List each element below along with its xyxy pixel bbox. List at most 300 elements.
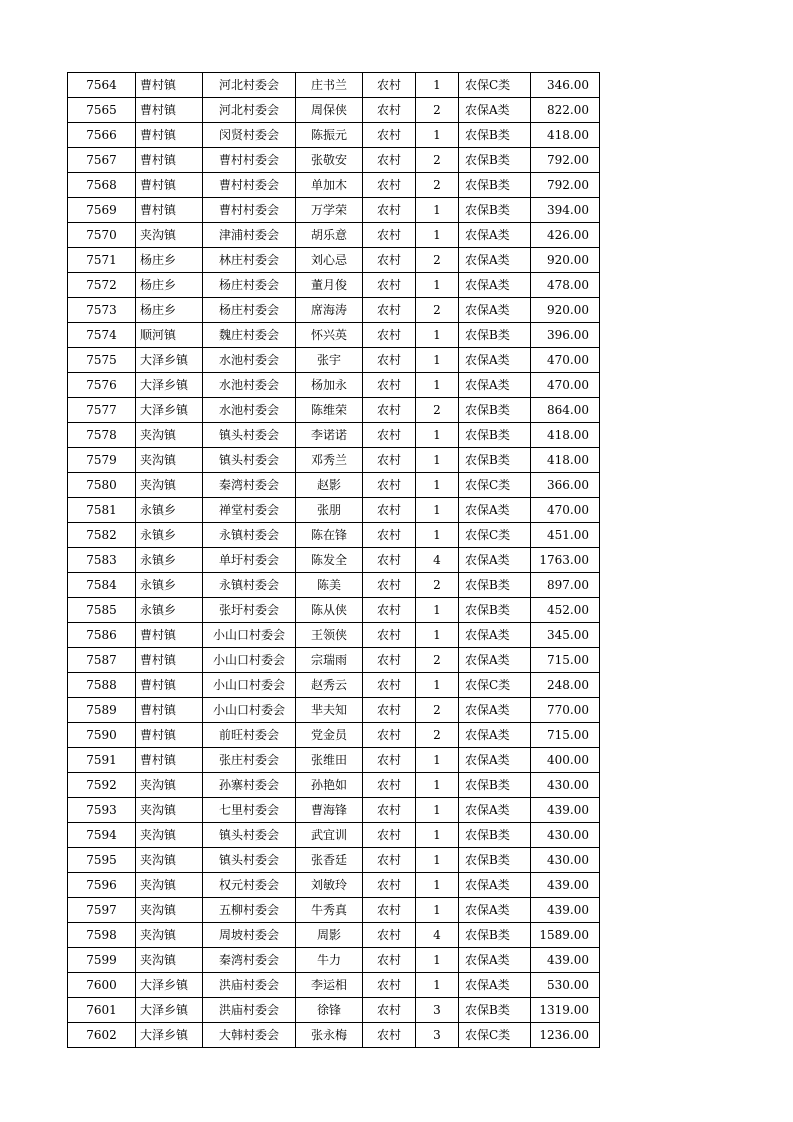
table-row [68,248,600,273]
table-row [68,898,600,923]
household-type-cell: 农村 [363,473,416,498]
record-id-cell: 7572 [68,273,136,298]
amount-cell: 396.00 [531,323,600,348]
amount-cell: 345.00 [531,623,600,648]
member-count-cell: 1 [416,798,459,823]
person-name-cell: 牛力 [296,948,363,973]
household-type-cell: 农村 [363,123,416,148]
amount-cell: 418.00 [531,123,600,148]
amount-cell: 530.00 [531,973,600,998]
village-committee-cell: 单圩村委会 [203,548,296,573]
member-count-cell: 1 [416,273,459,298]
household-type-cell: 农村 [363,673,416,698]
member-count-cell: 1 [416,748,459,773]
person-name-cell: 赵秀云 [296,673,363,698]
member-count-cell: 2 [416,148,459,173]
table-row [68,773,600,798]
person-name-cell: 李运相 [296,973,363,998]
township-cell: 曹村镇 [136,723,203,748]
person-name-cell: 武宜训 [296,823,363,848]
member-count-cell: 2 [416,723,459,748]
insurance-category-cell: 农保A类 [459,373,531,398]
amount-cell: 715.00 [531,648,600,673]
member-count-cell: 2 [416,248,459,273]
amount-cell: 366.00 [531,473,600,498]
member-count-cell: 1 [416,773,459,798]
amount-cell: 822.00 [531,98,600,123]
record-id-cell: 7564 [68,73,136,98]
table-row [68,523,600,548]
record-id-cell: 7573 [68,298,136,323]
record-id-cell: 7589 [68,698,136,723]
amount-cell: 478.00 [531,273,600,298]
insurance-category-cell: 农保A类 [459,548,531,573]
township-cell: 曹村镇 [136,698,203,723]
insurance-category-cell: 农保A类 [459,223,531,248]
record-id-cell: 7592 [68,773,136,798]
amount-cell: 418.00 [531,423,600,448]
record-id-cell: 7571 [68,248,136,273]
table-row [68,273,600,298]
record-id-cell: 7590 [68,723,136,748]
table-row [68,1023,600,1048]
record-id-cell: 7602 [68,1023,136,1048]
table-row [68,98,600,123]
township-cell: 曹村镇 [136,623,203,648]
village-committee-cell: 周坡村委会 [203,923,296,948]
village-committee-cell: 秦湾村委会 [203,948,296,973]
person-name-cell: 陈维荣 [296,398,363,423]
village-committee-cell: 前旺村委会 [203,723,296,748]
insurance-category-cell: 农保B类 [459,398,531,423]
amount-cell: 248.00 [531,673,600,698]
table-row [68,123,600,148]
amount-cell: 430.00 [531,848,600,873]
table-row [68,498,600,523]
table-row [68,148,600,173]
township-cell: 夹沟镇 [136,223,203,248]
township-cell: 曹村镇 [136,648,203,673]
person-name-cell: 张香廷 [296,848,363,873]
township-cell: 大泽乡镇 [136,998,203,1023]
record-id-cell: 7567 [68,148,136,173]
insurance-category-cell: 农保B类 [459,848,531,873]
member-count-cell: 2 [416,173,459,198]
village-committee-cell: 曹村村委会 [203,173,296,198]
table-row [68,648,600,673]
table-row [68,423,600,448]
township-cell: 曹村镇 [136,148,203,173]
household-type-cell: 农村 [363,273,416,298]
household-type-cell: 农村 [363,373,416,398]
record-id-cell: 7601 [68,998,136,1023]
township-cell: 大泽乡镇 [136,398,203,423]
village-committee-cell: 小山口村委会 [203,673,296,698]
insurance-category-cell: 农保A类 [459,748,531,773]
record-id-cell: 7580 [68,473,136,498]
table-row [68,598,600,623]
record-id-cell: 7574 [68,323,136,348]
record-id-cell: 7594 [68,823,136,848]
village-committee-cell: 曹村村委会 [203,198,296,223]
person-name-cell: 宗瑞雨 [296,648,363,673]
insurance-category-cell: 农保B类 [459,773,531,798]
insurance-category-cell: 农保C类 [459,523,531,548]
household-type-cell: 农村 [363,873,416,898]
household-type-cell: 农村 [363,698,416,723]
person-name-cell: 单加木 [296,173,363,198]
township-cell: 曹村镇 [136,73,203,98]
village-committee-cell: 魏庄村委会 [203,323,296,348]
amount-cell: 1763.00 [531,548,600,573]
member-count-cell: 4 [416,923,459,948]
person-name-cell: 王领侠 [296,623,363,648]
record-id-cell: 7584 [68,573,136,598]
table-row [68,973,600,998]
township-cell: 顺河镇 [136,323,203,348]
member-count-cell: 1 [416,373,459,398]
village-committee-cell: 永镇村委会 [203,573,296,598]
township-cell: 杨庄乡 [136,298,203,323]
record-id-cell: 7568 [68,173,136,198]
insurance-category-cell: 农保B类 [459,173,531,198]
insurance-category-cell: 农保B类 [459,598,531,623]
table-row [68,548,600,573]
village-committee-cell: 秦湾村委会 [203,473,296,498]
person-name-cell: 张朋 [296,498,363,523]
person-name-cell: 万学荣 [296,198,363,223]
village-committee-cell: 七里村委会 [203,798,296,823]
insurance-category-cell: 农保A类 [459,298,531,323]
person-name-cell: 曹海锋 [296,798,363,823]
member-count-cell: 1 [416,598,459,623]
record-id-cell: 7576 [68,373,136,398]
insurance-category-cell: 农保A类 [459,498,531,523]
insurance-category-cell: 农保A类 [459,698,531,723]
member-count-cell: 1 [416,498,459,523]
village-committee-cell: 闵贤村委会 [203,123,296,148]
person-name-cell: 刘敏玲 [296,873,363,898]
village-committee-cell: 小山口村委会 [203,623,296,648]
household-type-cell: 农村 [363,573,416,598]
table-row [68,573,600,598]
record-id-cell: 7587 [68,648,136,673]
amount-cell: 920.00 [531,248,600,273]
amount-cell: 394.00 [531,198,600,223]
township-cell: 夹沟镇 [136,823,203,848]
member-count-cell: 1 [416,873,459,898]
member-count-cell: 1 [416,448,459,473]
person-name-cell: 陈发全 [296,548,363,573]
amount-cell: 439.00 [531,898,600,923]
table-row [68,323,600,348]
table-row [68,348,600,373]
amount-cell: 430.00 [531,773,600,798]
household-type-cell: 农村 [363,173,416,198]
member-count-cell: 1 [416,523,459,548]
record-id-cell: 7566 [68,123,136,148]
household-type-cell: 农村 [363,648,416,673]
amount-cell: 1319.00 [531,998,600,1023]
table-row [68,723,600,748]
household-type-cell: 农村 [363,948,416,973]
record-id-cell: 7582 [68,523,136,548]
village-committee-cell: 曹村村委会 [203,148,296,173]
insurance-category-cell: 农保B类 [459,573,531,598]
insurance-category-cell: 农保B类 [459,323,531,348]
township-cell: 夹沟镇 [136,948,203,973]
member-count-cell: 2 [416,298,459,323]
amount-cell: 346.00 [531,73,600,98]
insurance-category-cell: 农保B类 [459,448,531,473]
amount-cell: 470.00 [531,348,600,373]
household-type-cell: 农村 [363,423,416,448]
person-name-cell: 杨加永 [296,373,363,398]
person-name-cell: 陈从侠 [296,598,363,623]
amount-cell: 920.00 [531,298,600,323]
insurance-category-cell: 农保B类 [459,148,531,173]
township-cell: 夹沟镇 [136,873,203,898]
household-type-cell: 农村 [363,248,416,273]
insurance-category-cell: 农保B类 [459,198,531,223]
record-id-cell: 7585 [68,598,136,623]
table-row [68,448,600,473]
amount-cell: 1589.00 [531,923,600,948]
amount-cell: 715.00 [531,723,600,748]
household-type-cell: 农村 [363,298,416,323]
insurance-category-cell: 农保A类 [459,248,531,273]
amount-cell: 1236.00 [531,1023,600,1048]
table-row [68,373,600,398]
village-committee-cell: 孙寨村委会 [203,773,296,798]
table-row [68,823,600,848]
township-cell: 夹沟镇 [136,898,203,923]
member-count-cell: 1 [416,973,459,998]
member-count-cell: 1 [416,898,459,923]
member-count-cell: 1 [416,198,459,223]
township-cell: 永镇乡 [136,548,203,573]
village-committee-cell: 水池村委会 [203,398,296,423]
person-name-cell: 赵影 [296,473,363,498]
insurance-category-cell: 农保C类 [459,73,531,98]
township-cell: 夹沟镇 [136,923,203,948]
township-cell: 曹村镇 [136,123,203,148]
record-id-cell: 7595 [68,848,136,873]
member-count-cell: 1 [416,623,459,648]
person-name-cell: 邓秀兰 [296,448,363,473]
insurance-category-cell: 农保A类 [459,873,531,898]
member-count-cell: 1 [416,348,459,373]
amount-cell: 864.00 [531,398,600,423]
household-type-cell: 农村 [363,823,416,848]
household-type-cell: 农村 [363,323,416,348]
member-count-cell: 2 [416,648,459,673]
member-count-cell: 1 [416,823,459,848]
household-type-cell: 农村 [363,98,416,123]
village-committee-cell: 张庄村委会 [203,748,296,773]
village-committee-cell: 镇头村委会 [203,848,296,873]
household-type-cell: 农村 [363,223,416,248]
amount-cell: 439.00 [531,873,600,898]
village-committee-cell: 小山口村委会 [203,648,296,673]
record-id-cell: 7569 [68,198,136,223]
member-count-cell: 3 [416,1023,459,1048]
person-name-cell: 张敬安 [296,148,363,173]
person-name-cell: 徐锋 [296,998,363,1023]
insurance-category-cell: 农保B类 [459,423,531,448]
insurance-category-cell: 农保C类 [459,673,531,698]
household-type-cell: 农村 [363,923,416,948]
village-committee-cell: 杨庄村委会 [203,298,296,323]
table-row [68,198,600,223]
insurance-category-cell: 农保A类 [459,973,531,998]
person-name-cell: 张永梅 [296,1023,363,1048]
insurance-category-cell: 农保A类 [459,723,531,748]
table-body [68,73,600,1048]
insurance-category-cell: 农保C类 [459,1023,531,1048]
village-committee-cell: 洪庙村委会 [203,998,296,1023]
insurance-category-cell: 农保B类 [459,823,531,848]
village-committee-cell: 禅堂村委会 [203,498,296,523]
amount-cell: 439.00 [531,948,600,973]
household-type-cell: 农村 [363,773,416,798]
person-name-cell: 周影 [296,923,363,948]
member-count-cell: 1 [416,123,459,148]
township-cell: 曹村镇 [136,98,203,123]
township-cell: 大泽乡镇 [136,348,203,373]
township-cell: 夹沟镇 [136,773,203,798]
household-type-cell: 农村 [363,1023,416,1048]
record-id-cell: 7578 [68,423,136,448]
record-id-cell: 7593 [68,798,136,823]
household-type-cell: 农村 [363,848,416,873]
amount-cell: 792.00 [531,173,600,198]
household-type-cell: 农村 [363,598,416,623]
person-name-cell: 党金员 [296,723,363,748]
person-name-cell: 陈振元 [296,123,363,148]
household-type-cell: 农村 [363,623,416,648]
amount-cell: 452.00 [531,598,600,623]
township-cell: 永镇乡 [136,498,203,523]
relief-roster-table [67,72,600,1048]
amount-cell: 470.00 [531,373,600,398]
member-count-cell: 2 [416,98,459,123]
person-name-cell: 庄书兰 [296,73,363,98]
person-name-cell: 席海涛 [296,298,363,323]
person-name-cell: 张宇 [296,348,363,373]
person-name-cell: 怀兴英 [296,323,363,348]
village-committee-cell: 河北村委会 [203,98,296,123]
household-type-cell: 农村 [363,798,416,823]
member-count-cell: 1 [416,73,459,98]
person-name-cell: 陈在锋 [296,523,363,548]
person-name-cell: 刘心忌 [296,248,363,273]
table-row [68,873,600,898]
village-committee-cell: 权元村委会 [203,873,296,898]
table-row [68,398,600,423]
insurance-category-cell: 农保A类 [459,798,531,823]
village-committee-cell: 杨庄村委会 [203,273,296,298]
person-name-cell: 张维田 [296,748,363,773]
insurance-category-cell: 农保A类 [459,98,531,123]
township-cell: 夹沟镇 [136,448,203,473]
village-committee-cell: 永镇村委会 [203,523,296,548]
household-type-cell: 农村 [363,398,416,423]
household-type-cell: 农村 [363,548,416,573]
household-type-cell: 农村 [363,198,416,223]
village-committee-cell: 镇头村委会 [203,823,296,848]
township-cell: 大泽乡镇 [136,1023,203,1048]
township-cell: 永镇乡 [136,573,203,598]
member-count-cell: 1 [416,223,459,248]
insurance-category-cell: 农保A类 [459,273,531,298]
member-count-cell: 1 [416,423,459,448]
village-committee-cell: 大韩村委会 [203,1023,296,1048]
record-id-cell: 7577 [68,398,136,423]
member-count-cell: 1 [416,673,459,698]
village-committee-cell: 镇头村委会 [203,448,296,473]
table-row [68,948,600,973]
record-id-cell: 7583 [68,548,136,573]
table-row [68,623,600,648]
amount-cell: 418.00 [531,448,600,473]
record-id-cell: 7598 [68,923,136,948]
amount-cell: 451.00 [531,523,600,548]
table-row [68,673,600,698]
amount-cell: 439.00 [531,798,600,823]
record-id-cell: 7600 [68,973,136,998]
table-row [68,923,600,948]
village-committee-cell: 五柳村委会 [203,898,296,923]
township-cell: 夹沟镇 [136,423,203,448]
township-cell: 大泽乡镇 [136,373,203,398]
amount-cell: 430.00 [531,823,600,848]
village-committee-cell: 张圩村委会 [203,598,296,623]
table-row [68,698,600,723]
household-type-cell: 农村 [363,973,416,998]
insurance-category-cell: 农保C类 [459,473,531,498]
township-cell: 曹村镇 [136,748,203,773]
table-row [68,298,600,323]
record-id-cell: 7597 [68,898,136,923]
township-cell: 夹沟镇 [136,473,203,498]
township-cell: 永镇乡 [136,598,203,623]
person-name-cell: 胡乐意 [296,223,363,248]
amount-cell: 426.00 [531,223,600,248]
village-committee-cell: 津浦村委会 [203,223,296,248]
table-row [68,223,600,248]
household-type-cell: 农村 [363,148,416,173]
member-count-cell: 1 [416,948,459,973]
township-cell: 夹沟镇 [136,848,203,873]
household-type-cell: 农村 [363,448,416,473]
household-type-cell: 农村 [363,998,416,1023]
record-id-cell: 7591 [68,748,136,773]
amount-cell: 400.00 [531,748,600,773]
table-row [68,998,600,1023]
table-row [68,473,600,498]
member-count-cell: 2 [416,698,459,723]
record-id-cell: 7588 [68,673,136,698]
village-committee-cell: 水池村委会 [203,348,296,373]
household-type-cell: 农村 [363,898,416,923]
person-name-cell: 牛秀真 [296,898,363,923]
township-cell: 夹沟镇 [136,798,203,823]
insurance-category-cell: 农保B类 [459,998,531,1023]
table-row [68,848,600,873]
member-count-cell: 1 [416,323,459,348]
member-count-cell: 1 [416,473,459,498]
